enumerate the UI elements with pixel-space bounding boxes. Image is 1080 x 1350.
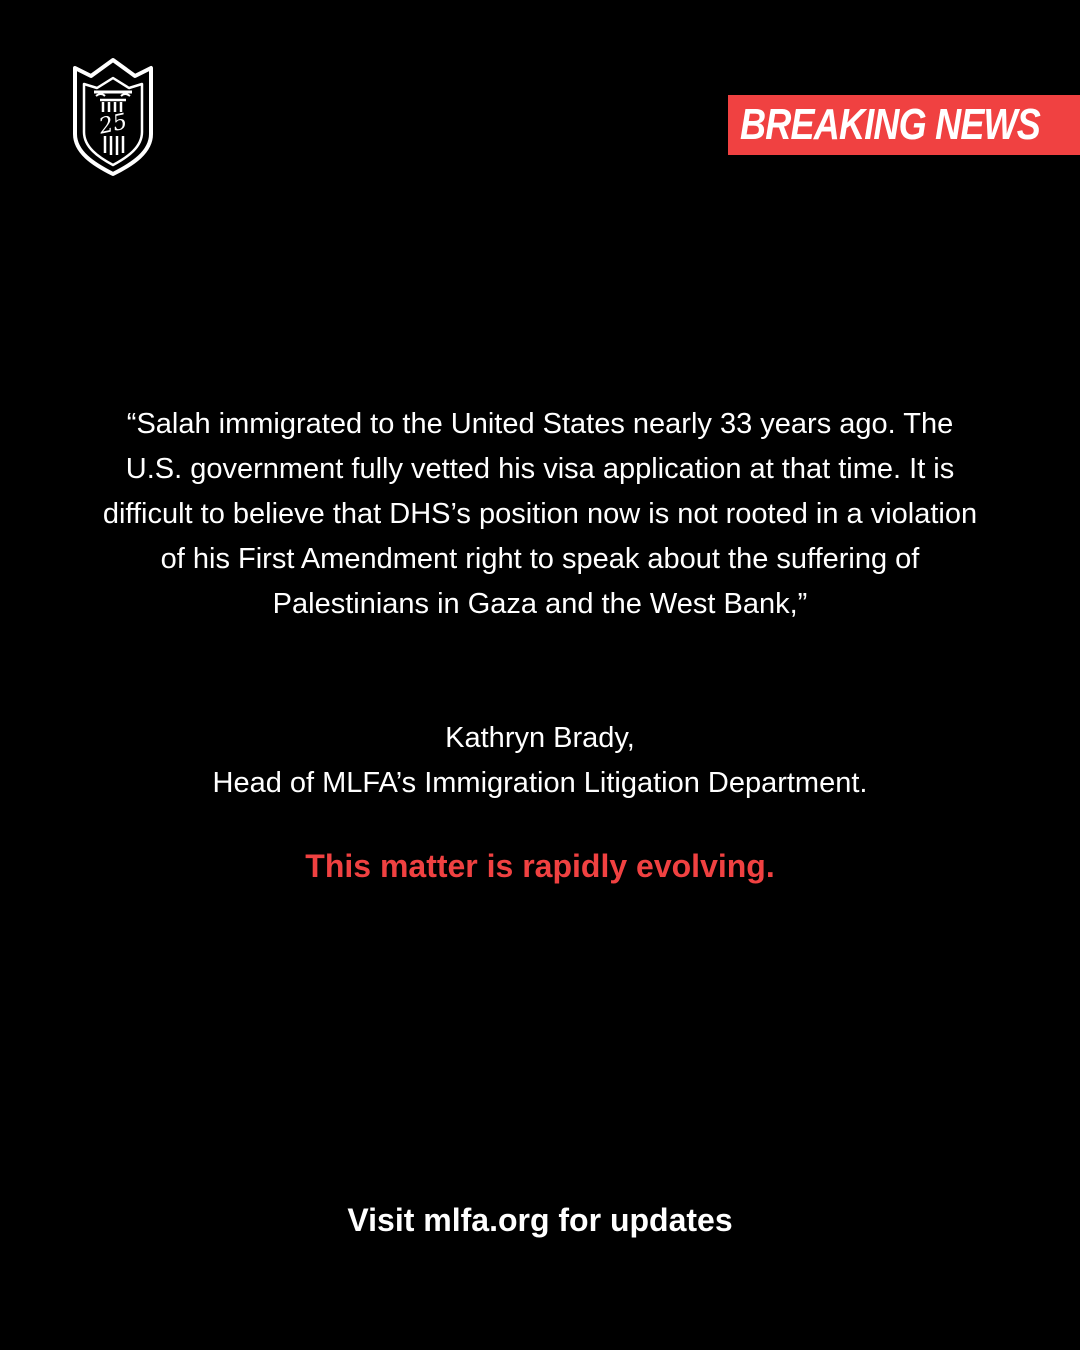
- website-cta: Visit mlfa.org for updates: [347, 1202, 733, 1238]
- quote-text: “Salah immigrated to the United States nearly 33 years ago. The U.S. government fully vetted his visa application at that time. It is difficult to believe that DHS’s position now is not rooted in a violation of his First Amendment right to speak about the suffering of Palestinians in Gaza and the West Bank,”: [102, 408, 978, 620]
- logo-number: 25: [96, 109, 130, 140]
- breaking-news-badge: [728, 95, 1080, 155]
- quote-attribution: [100, 716, 980, 806]
- status-alert: This matter is rapidly evolving.: [305, 848, 775, 884]
- breaking-news-label: BREAKING NEWS: [740, 100, 1041, 149]
- attribution-name: Kathryn Brady,: [445, 722, 635, 754]
- shield-column-25-icon: [70, 56, 156, 178]
- attribution-title: Head of MLFA’s Immigration Litigation Department.: [212, 767, 868, 799]
- mlfa-shield-logo: [70, 56, 156, 178]
